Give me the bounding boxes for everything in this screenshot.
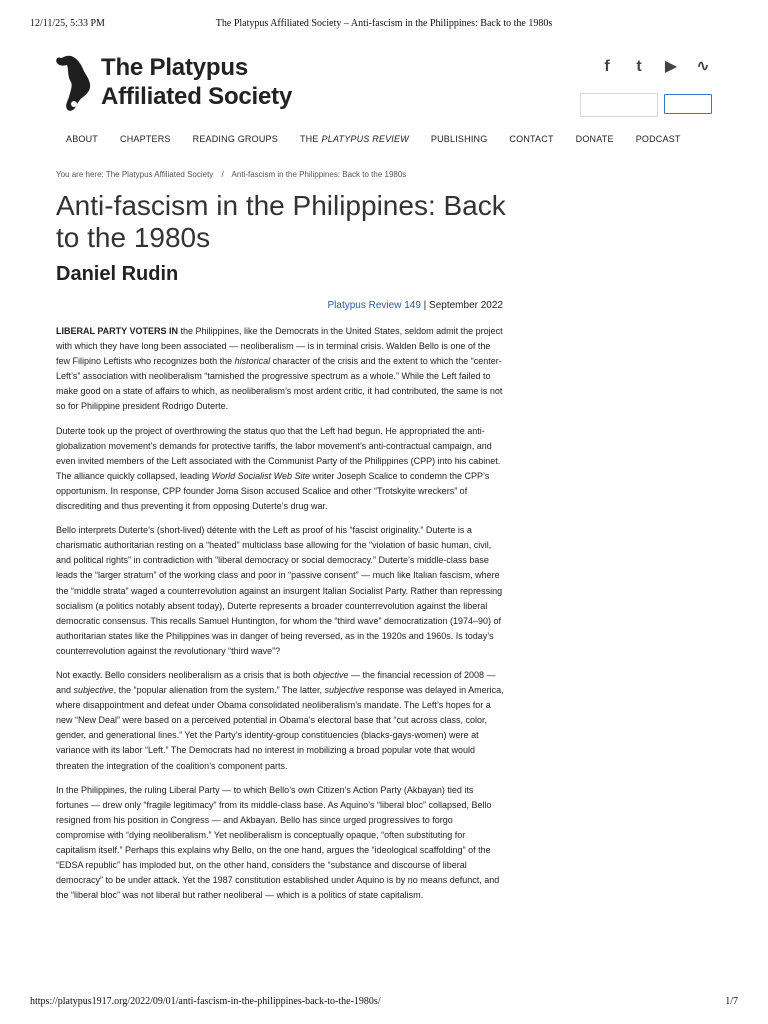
site-name-line2: Affiliated Society bbox=[101, 83, 293, 110]
article-title: Anti-fascism in the Philippines: Back to the 1980s bbox=[56, 190, 506, 253]
print-date: 12/11/25, 5:33 PM bbox=[30, 18, 105, 29]
video-icon[interactable]: ▶ bbox=[664, 58, 678, 75]
site-name bbox=[101, 53, 292, 111]
issue-link[interactable]: Platypus Review 149 bbox=[327, 300, 421, 311]
site-logo[interactable] bbox=[55, 52, 305, 114]
nav-podcast[interactable]: PODCAST bbox=[635, 134, 681, 144]
print-footer bbox=[30, 996, 738, 1010]
article-body bbox=[56, 324, 504, 912]
nav-platypus-review[interactable] bbox=[300, 134, 409, 144]
print-page-number: 1/7 bbox=[725, 996, 738, 1007]
nav-contact[interactable]: CONTACT bbox=[509, 134, 554, 144]
tumblr-icon[interactable]: t bbox=[636, 58, 642, 75]
facebook-icon[interactable]: f bbox=[604, 58, 610, 75]
p2-text-b: writer Joseph Scalice to condemn the CPP’s opportunism. In response, CPP founder Joma Sison accused Scalice and other “Trotskyite wreckers” of discrediting and thus preventing it from opposing Duterte’s drug war. bbox=[56, 470, 490, 512]
paragraph-1 bbox=[56, 324, 504, 415]
lead-in: LIBERAL PARTY VOTERS IN bbox=[56, 326, 179, 336]
main-nav bbox=[66, 134, 703, 144]
print-page-title: The Platypus Affiliated Society – Anti-fascism in the Philippines: Back to the 1980s bbox=[215, 18, 553, 29]
paragraph-3: Bello interprets Duterte’s (short-lived) détente with the Left as proof of his “fascist originality.” Duterte is a charismatic authoritarian resting on a “heated” multiclass base allowing for the “violation of basic human, civil, and political rights” in contradiction with “liberal democracy or social democracy.” Duterte’s middle-class base leads the “larger stratum” of the working class and poor in “passive consent” — much like Italian fascism, where the “middle strata” waged a counterrevolution against an insurgent Italian Socialist Party. Rather than repressing socialism (a politics notably absent today), Duterte represents a broader counterrevolution against the liberal democratic consensus. This recalls Samuel Huntington, for whom the “third wave” democratization (1974–90) of authoritarian states like the Philippines was in danger of being reversed, as in the 1920s and 1960s. Is today’s counterrevolution against the revolutionary “third wave”? bbox=[56, 525, 503, 656]
p4-text-d: response was delayed in America, where disappointment and defeat under Obama consolidated neoliberalism’s mandate. The Left’s hopes for a new “New Deal” were based on a perceived potential in Obama’s electoral base that “cut across class, color, gender, and generational lines.” Yet the Party’s identity-group constituencies (blacks-gays-women) were at variance with its labor “Left.” The Democrats had no interest in mobilizing a broad popular vote that would threaten the integration of the coalition’s component parts. bbox=[56, 685, 504, 771]
breadcrumb-prefix: You are here: bbox=[56, 170, 104, 179]
p4-text-a: Not exactly. Bello considers neoliberalism as a crisis that is both bbox=[56, 669, 313, 680]
p1-text-b: character of the crisis and the extent to which the “center-Left’s” association with neoliberalism “tarnished the progressive spectrum as a whole.” While the Left failed to make good on a state of affairs to which, as neoliberalism’s most ardent critic, it had contributed, the same is not so for Philippine president Rodrigo Duterte. bbox=[56, 356, 503, 412]
nav-review-prefix: THE bbox=[299, 134, 319, 144]
rss-icon[interactable]: ∿ bbox=[696, 58, 710, 75]
p4-emphasis-3: subjective bbox=[324, 685, 365, 696]
p1-text-a: the Philippines, like the Democrats in the United States, seldom admit the project with which they have long been associated — neoliberalism — is in terminal crisis. Walden Bello is one of the few Filipino Leftists who recognizes both the bbox=[56, 326, 503, 367]
p1-emphasis: historical bbox=[234, 356, 271, 367]
nav-publishing[interactable]: PUBLISHING bbox=[430, 134, 488, 144]
p4-emphasis-1: objective bbox=[312, 669, 349, 680]
p4-emphasis-2: subjective bbox=[73, 685, 114, 696]
nav-donate[interactable]: DONATE bbox=[575, 134, 614, 144]
print-header bbox=[30, 18, 738, 32]
issue-date: September 2022 bbox=[429, 300, 503, 311]
paragraph-4 bbox=[56, 668, 504, 774]
paragraph-2 bbox=[56, 424, 504, 515]
paragraph-5: In the Philippines, the ruling Liberal Party — to which Bello’s own Citizen’s Action Party (Akbayan) tied its fortunes — drew only “fragile legitimacy” from its middle-class base. As Aquino’s “liberal bloc” collapsed, Bello resigned from his position in Congress — and Akbayan. Bello has since urged progressives to forgo compromise with “dying neoliberalism.” Yet neoliberalism is conceptually opaque, “often substituting for capitalism itself.” Perhaps this explains why Bello, on the one hand, argues the “ideological scaffolding” of the “EDSA republic” has imploded but, on the other hand, considers the “substance and discourse of liberal democracy” to be under attack. Yet the 1987 constitution established under Aquino is by no means defunct, and the “liberal bloc” was not liberal but rather neoliberal — which is a politics of state capitalism. bbox=[56, 784, 500, 901]
breadcrumb-separator: / bbox=[221, 170, 224, 179]
social-links bbox=[598, 58, 712, 76]
issue-separator: | bbox=[420, 300, 430, 311]
p2-emphasis: World Socialist Web Site bbox=[211, 470, 310, 481]
nav-reading-groups[interactable]: READING GROUPS bbox=[192, 134, 278, 144]
breadcrumb-home[interactable]: The Platypus Affiliated Society bbox=[105, 170, 214, 179]
nav-about[interactable]: ABOUT bbox=[66, 134, 99, 144]
issue-info bbox=[56, 300, 503, 311]
breadcrumb-current: Anti-fascism in the Philippines: Back to the 1980s bbox=[231, 170, 407, 179]
site-name-line1: The Platypus bbox=[101, 54, 248, 81]
print-url: https://platypus1917.org/2022/09/01/anti-fascism-in-the-philippines-back-to-the-1980s/ bbox=[30, 996, 381, 1007]
breadcrumb bbox=[56, 170, 406, 179]
search-input[interactable] bbox=[580, 93, 658, 117]
platypus-logo-icon bbox=[55, 52, 97, 114]
nav-review-name: PLATYPUS REVIEW bbox=[321, 134, 409, 144]
p2-text-a: Duterte took up the project of overthrowing the status quo that the Left had begun. He appropriated the anti-globalization movement’s demands for protective tariffs, the labor movement’s anti-contractual campaign, and even invited members of the Left associated with the Communist Party of the Philippines (CPP) into his cabinet. The alliance quickly collapsed, leading bbox=[56, 425, 501, 481]
nav-chapters[interactable]: CHAPTERS bbox=[120, 134, 171, 144]
search-button[interactable] bbox=[664, 94, 712, 114]
p4-text-c: , the “popular alienation from the system.” The latter, bbox=[113, 685, 325, 696]
p4-text-b: — the financial recession of 2008 — and bbox=[56, 669, 496, 696]
article-author: Daniel Rudin bbox=[56, 263, 179, 285]
